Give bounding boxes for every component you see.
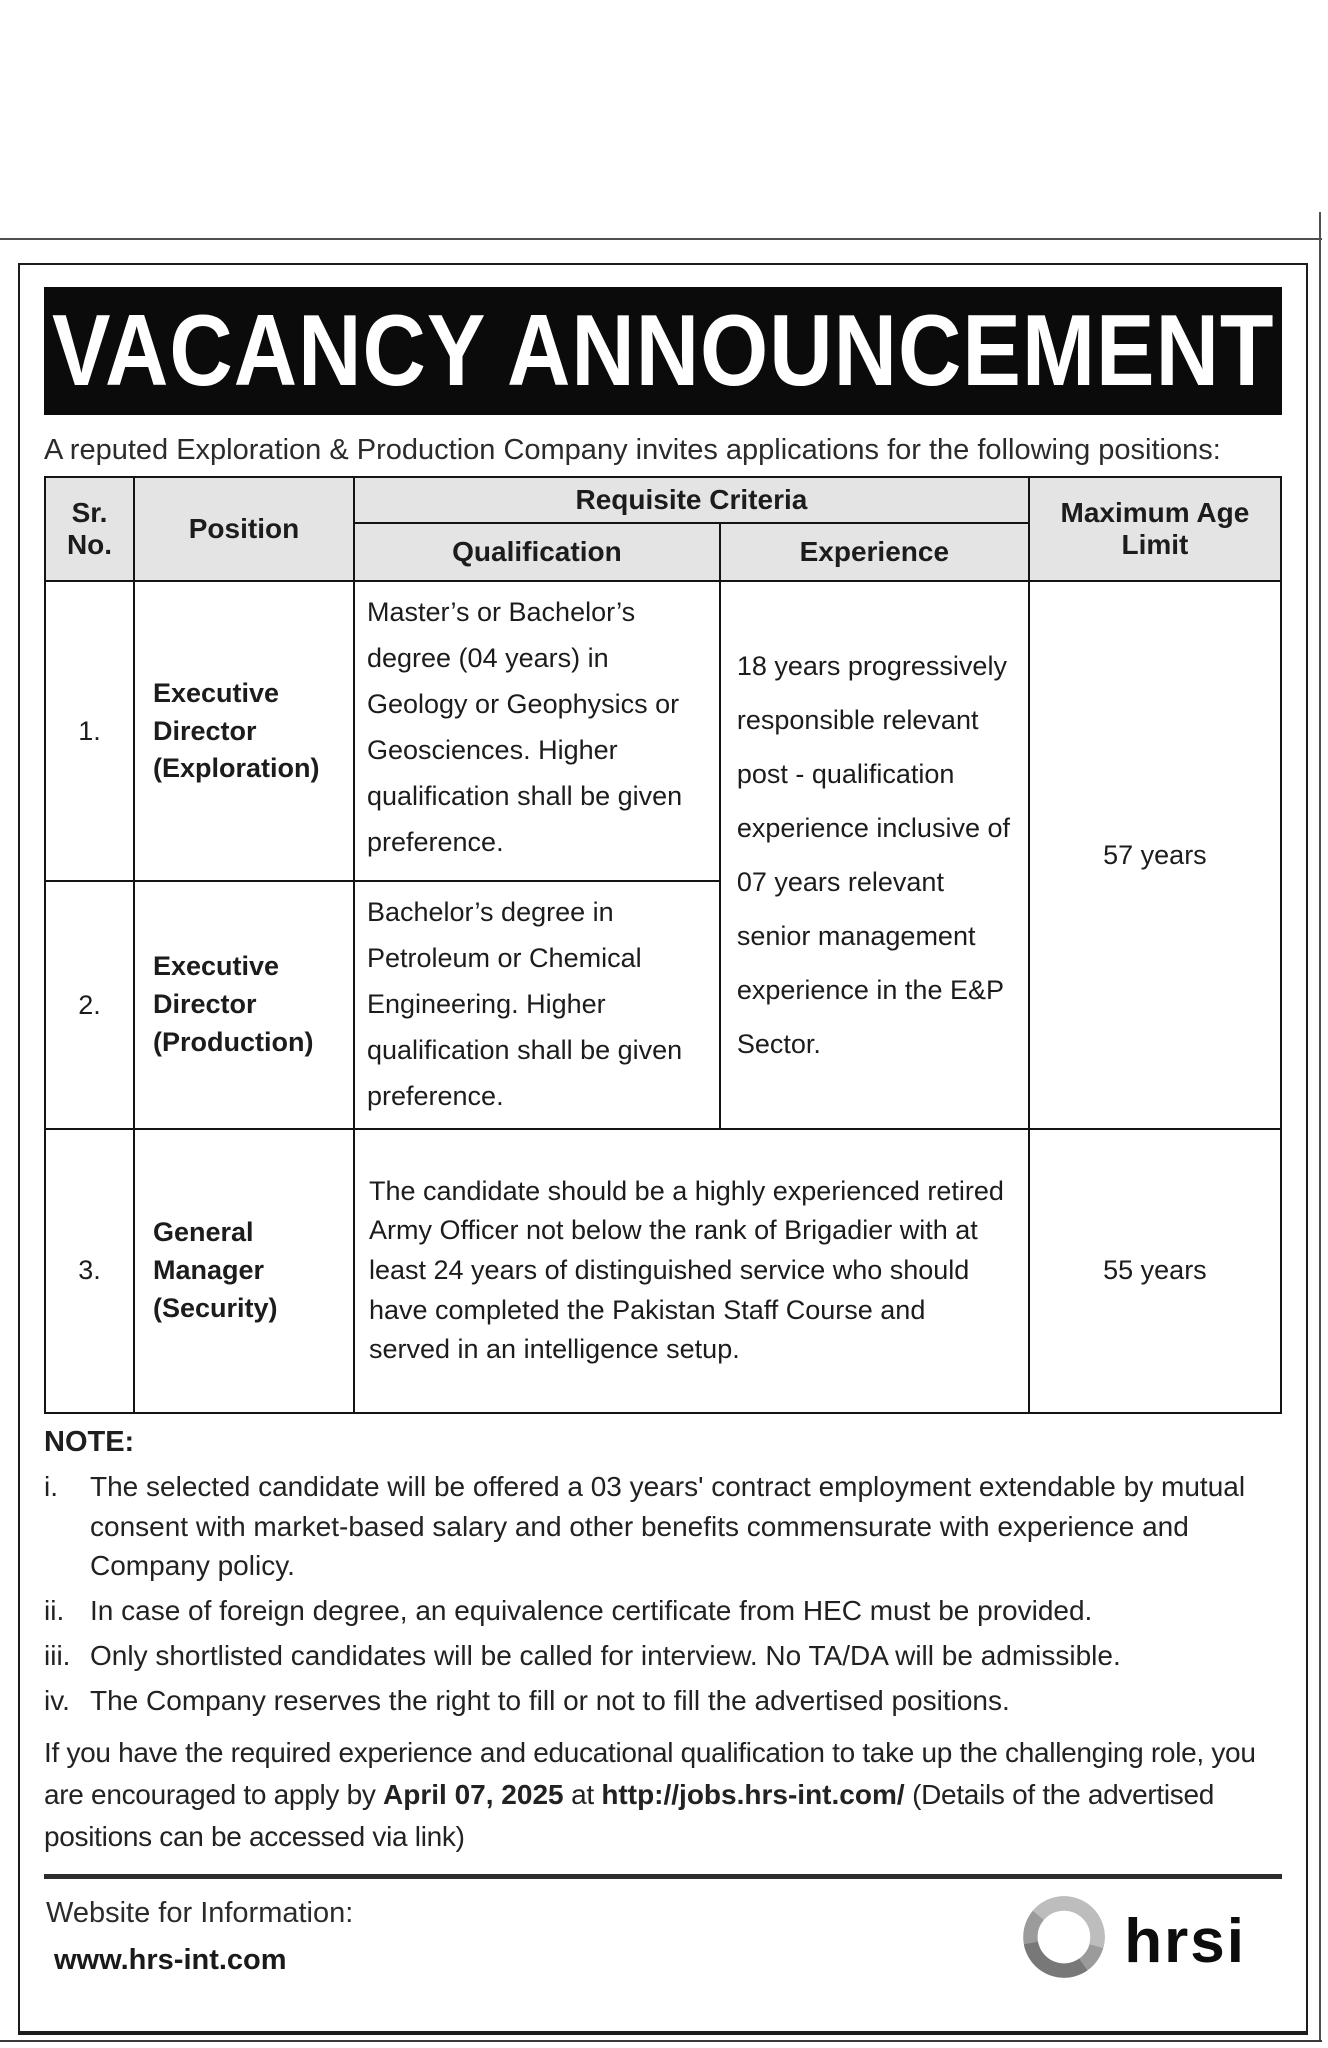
max-age-cell-shared: 57 years [1029, 581, 1281, 1128]
vacancy-table [44, 476, 1282, 1413]
position-cell: General Manager (Security) [134, 1129, 354, 1413]
apply-url: http://jobs.hrs-int.com/ [601, 1779, 905, 1811]
max-age-cell: 55 years [1029, 1129, 1281, 1413]
note-item-numeral: iv. [44, 1684, 70, 1716]
note-item [44, 1681, 1282, 1721]
page-top-rule [0, 238, 1322, 240]
col-header-position: Position [134, 477, 354, 581]
intro-paragraph: A reputed Exploration & Production Company invites applications for the following positions: [44, 434, 1221, 466]
note-item [44, 1467, 1282, 1586]
sphere-swirl-icon [1016, 1889, 1112, 1985]
note-item [44, 1636, 1282, 1676]
note-item-text: Only shortlisted candidates will be called for interview. No TA/DA will be admissible. [90, 1639, 1121, 1671]
footer-website-info [46, 1890, 353, 1986]
banner-title: VACANCY ANNOUNCEMENT [51, 293, 1275, 408]
position-cell: Executive Director (Production) [134, 881, 354, 1128]
note-item-text: The selected candidate will be offered a 03 years' contract employment extendable by mutual consent with market-based salary and other benefits commensurate with experience and Company policy. [90, 1470, 1246, 1582]
apply-paragraph [44, 1732, 1282, 1858]
apply-text: If you have the required experience and educational qualification to take up the challenging role, you are encouraged to apply by [44, 1737, 1256, 1811]
qualification-experience-cell: The candidate should be a highly experienced retired Army Officer not below the rank of Brigadier with at least 24 years of distinguished service who should have completed the Pakistan Staff Course and served in an intelligence setup. [354, 1129, 1029, 1413]
sr-no-cell: 3. [45, 1129, 134, 1413]
experience-cell-shared: 18 years progressively responsible relevant post - qualification experience inclusive of 07 years relevant senior management experience in the E&P Sector. [720, 581, 1029, 1128]
note-item [44, 1591, 1282, 1631]
col-header-qualification: Qualification [354, 523, 720, 581]
apply-text: (Details of the advertised positions can be accessed via link) [44, 1779, 1215, 1853]
advertisement-box [18, 263, 1308, 2035]
qualification-cell: Master’s or Bachelor’s degree (04 years) in Geology or Geophysics or Geosciences. Higher qualification shall be given preference. [354, 581, 720, 881]
apply-text: at [563, 1779, 602, 1811]
col-header-sr-no: Sr. No. [45, 477, 134, 581]
note-item-numeral: iii. [44, 1639, 71, 1671]
col-header-max-age-limit: Maximum Age Limit [1029, 477, 1281, 581]
website-url: www.hrs-int.com [54, 1944, 287, 1977]
note-item-numeral: i. [44, 1470, 58, 1502]
note-item-text: The Company reserves the right to fill or not to fill the advertised positions. [90, 1684, 1010, 1716]
apply-deadline: April 07, 2025 [383, 1779, 564, 1811]
website-label: Website for Information: [46, 1896, 354, 1929]
qualification-cell: Bachelor’s degree in Petroleum or Chemical Engineering. Higher qualification shall be given preference. [354, 881, 720, 1128]
sr-no-cell: 2. [45, 881, 134, 1128]
hrsi-logo [1016, 1889, 1246, 1985]
page-right-rule [1319, 212, 1321, 2042]
footer [44, 1879, 1282, 1993]
note-section [44, 1426, 1282, 1721]
banner [44, 287, 1282, 415]
col-header-experience: Experience [720, 523, 1029, 581]
table-row-3 [45, 1129, 1281, 1413]
position-cell: Executive Director (Exploration) [134, 581, 354, 881]
sr-no-cell: 1. [45, 581, 134, 881]
note-heading: NOTE: [44, 1425, 135, 1458]
note-item-text: In case of foreign degree, an equivalence certificate from HEC must be provided. [90, 1595, 1093, 1627]
col-header-requisite-criteria: Requisite Criteria [354, 477, 1029, 523]
hrsi-logo-text: hrsi [1124, 1906, 1246, 1976]
note-item-numeral: ii. [44, 1595, 65, 1627]
table-row-1 [45, 581, 1281, 881]
table-header-row-1 [45, 477, 1281, 523]
page-bottom-rule [0, 2040, 1322, 2042]
